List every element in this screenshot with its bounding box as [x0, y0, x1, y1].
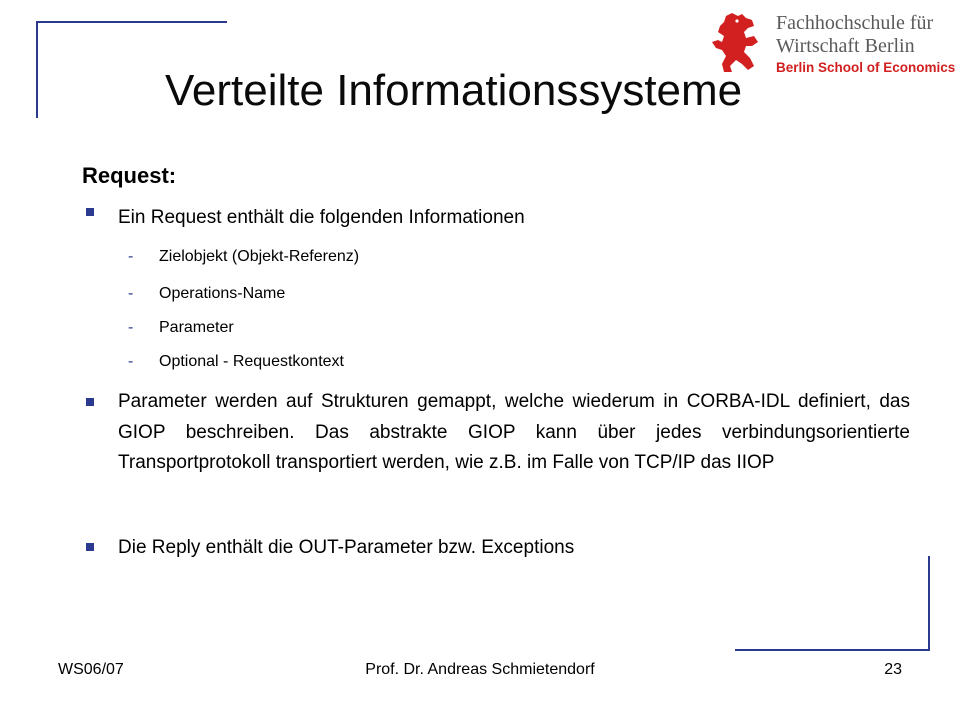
sub-item: Parameter — [159, 319, 234, 336]
sub-item: Operations-Name — [159, 285, 286, 302]
berlin-bear-icon — [708, 12, 764, 72]
dash-marker: - — [128, 353, 134, 370]
frame-line-top-left-vertical — [36, 21, 38, 118]
frame-line-bottom-right-vertical — [928, 556, 930, 651]
dash-marker: - — [128, 319, 134, 336]
logo-text-line2: Wirtschaft Berlin — [776, 35, 915, 57]
school-logo — [708, 10, 956, 75]
frame-line-bottom-right-horizontal — [735, 649, 930, 651]
sub-item: Zielobjekt (Objekt-Referenz) — [159, 248, 360, 265]
footer-semester: WS06/07 — [58, 661, 124, 678]
bullet-text: Parameter werden auf Strukturen gemappt, welche wiederum in CORBA-IDL definiert, das GIOP beschreiben. Das abstrakte GIOP kann über jedes verbindungsorientierte Transportprotokoll transportiert werden, wie z.B. im Falle von TCP/IP das IIOP — [118, 391, 910, 473]
footer-author: Prof. Dr. Andreas Schmietendorf — [365, 661, 595, 678]
square-bullet-icon — [86, 208, 94, 216]
slide-title: Verteilte Informationssysteme — [165, 66, 743, 115]
square-bullet-icon — [86, 398, 94, 406]
section-heading: Request: — [82, 163, 177, 188]
bullet-text: Die Reply enthält die OUT-Parameter bzw. Exceptions — [118, 537, 575, 558]
frame-line-top-left-horizontal — [36, 21, 227, 23]
footer-page-number: 23 — [884, 661, 902, 678]
sub-item: Optional - Requestkontext — [159, 353, 344, 370]
logo-text-line3: Berlin School of Economics — [776, 60, 956, 75]
logo-text-line1: Fachhochschule für — [776, 12, 934, 34]
dash-marker: - — [128, 248, 134, 265]
dash-marker: - — [128, 285, 134, 302]
bullet-text: Ein Request enthält die folgenden Informationen — [118, 207, 525, 228]
square-bullet-icon — [86, 543, 94, 551]
